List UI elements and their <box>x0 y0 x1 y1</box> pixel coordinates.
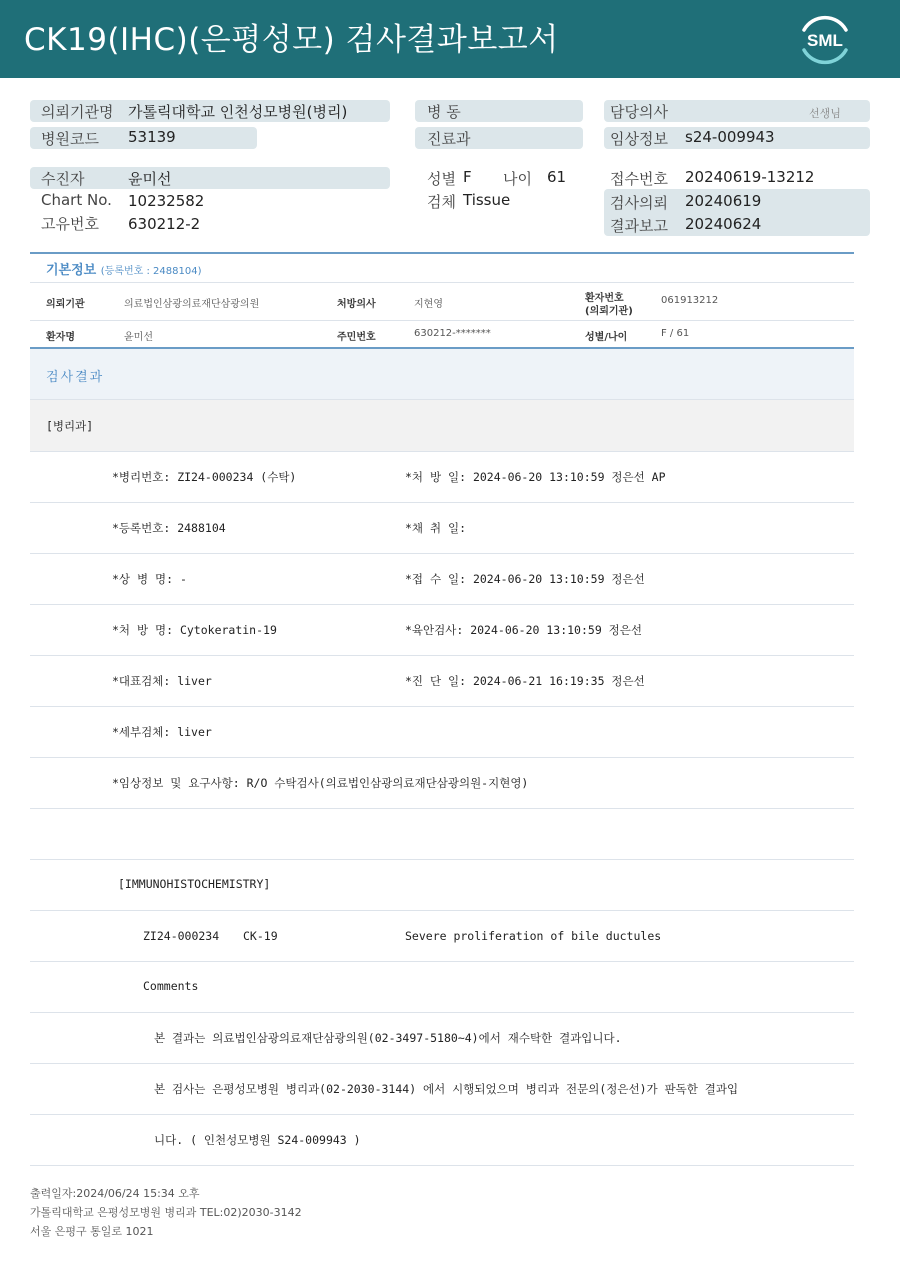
basic-reg-note: (등록번호 : 2488104) <box>100 266 202 277</box>
results-divider-4 <box>30 604 854 605</box>
name-label: 환자명 <box>46 332 75 343</box>
unique-no-value: 630212-2 <box>128 215 201 233</box>
results-header-band <box>30 349 854 399</box>
report-date-value: 20240624 <box>685 215 762 233</box>
department-label: 진료과 <box>427 130 471 148</box>
basic-divider-2 <box>30 320 854 321</box>
results-divider-10 <box>30 910 854 911</box>
result-row-1-left: *병리번호: ZI24-000234 (수탁) <box>112 470 297 484</box>
sex-label: 성별 <box>427 170 456 188</box>
results-divider-15 <box>30 1165 854 1166</box>
results-divider-13 <box>30 1063 854 1064</box>
results-divider-5 <box>30 655 854 656</box>
age-value: 61 <box>547 168 567 186</box>
result-row-6-left: *세부검체: liver <box>112 725 212 739</box>
unique-no-label: 고유번호 <box>41 215 99 233</box>
rrn-label: 주민번호 <box>337 332 376 343</box>
prescriber-label: 처방의사 <box>337 299 376 310</box>
request-date-label: 검사의뢰 <box>610 194 668 212</box>
results-divider-7 <box>30 757 854 758</box>
result-row-4-right: *육안검사: 2024-06-20 13:10:59 정은선 <box>405 623 643 637</box>
results-title: 검사결과 <box>46 370 105 385</box>
results-divider-6 <box>30 706 854 707</box>
ihc-header: [IMMUNOHISTOCHEMISTRY] <box>118 877 271 891</box>
rrn-value: 630212-******* <box>414 328 491 339</box>
result-row-2-right: *채 취 일: <box>405 521 467 535</box>
receipt-no-value: 20240619-13212 <box>685 168 815 186</box>
results-divider-12 <box>30 1012 854 1013</box>
result-row-3-left: *상 병 명: - <box>112 572 187 586</box>
comment-line-2: 본 검사는 은평성모병원 병리과(02-2030-3144) 에서 시행되었으며 병리과 전문의(정은선)가 판독한 결과입 <box>154 1082 739 1096</box>
request-date-value: 20240619 <box>685 192 762 210</box>
clinical-info-label: 임상정보 <box>610 130 668 148</box>
results-divider-1 <box>30 451 854 452</box>
name-value: 윤미선 <box>124 332 153 343</box>
chart-no-label: Chart No. <box>41 191 112 209</box>
report-date-label: 결과보고 <box>610 217 668 235</box>
patient-no-label-1: 환자번호 <box>585 293 624 304</box>
comment-line-1: 본 결과는 의료법인삼광의료재단삼광의원(02-3497-5180~4)에서 재수탁한 결과입니다. <box>154 1031 622 1045</box>
doctor-suffix: 선생님 <box>809 107 841 120</box>
ihc-id: ZI24-000234 <box>143 929 220 943</box>
comment-line-3: 니다. ( 인천성모병원 S24-009943 ) <box>154 1133 361 1147</box>
sexage-value: F / 61 <box>661 328 690 339</box>
patient-value: 윤미선 <box>128 170 172 188</box>
result-row-4-left: *처 방 명: Cytokeratin-19 <box>112 623 277 637</box>
result-row-3-right: *접 수 일: 2024-06-20 13:10:59 정은선 <box>405 572 645 586</box>
result-row-2-left: *등록번호: 2488104 <box>112 521 226 535</box>
result-row-5-left: *대표검체: liver <box>112 674 212 688</box>
sml-logo <box>796 12 854 66</box>
basic-divider-1 <box>30 282 854 283</box>
logo-text: SML <box>807 31 843 50</box>
report-title: CK19(IHC)(은평성모) 검사결과보고서 <box>24 22 559 58</box>
results-divider-11 <box>30 961 854 962</box>
basic-title-text: 기본정보 <box>46 263 97 278</box>
footer-hospital: 가톨릭대학교 은평성모병원 병리과 TEL:02)2030-3142 <box>30 1206 302 1219</box>
dept-band <box>30 400 854 451</box>
specimen-value: Tissue <box>463 191 511 209</box>
patient-no-label-2: (의뢰기관) <box>585 306 633 317</box>
sex-value: F <box>463 168 472 186</box>
clinical-note: *임상정보 및 요구사항: R/O 수탁검사(의료법인삼광의료재단삼광의원-지현영) <box>112 776 529 790</box>
footer-address: 서울 은평구 통일로 1021 <box>30 1225 154 1238</box>
patient-label: 수진자 <box>41 170 85 188</box>
comments-label: Comments <box>143 979 199 993</box>
dept-label: [병리과] <box>46 419 94 433</box>
chart-no-value: 10232582 <box>128 192 205 210</box>
result-row-1-right: *처 방 일: 2024-06-20 13:10:59 정은선 AP <box>405 470 666 484</box>
requesting-org-label: 의뢰기관명 <box>41 103 114 121</box>
ward-label: 병 동 <box>427 103 461 121</box>
hospital-code-value: 53139 <box>128 128 176 146</box>
receipt-no-label: 접수번호 <box>610 170 668 188</box>
hospital-code-label: 병원코드 <box>41 130 99 148</box>
results-divider-2 <box>30 502 854 503</box>
org-label: 의뢰기관 <box>46 299 85 310</box>
clinical-info-value: s24-009943 <box>685 128 775 146</box>
results-divider-3 <box>30 553 854 554</box>
ihc-result: Severe proliferation of bile ductules <box>405 929 662 943</box>
result-row-5-right: *진 단 일: 2024-06-21 16:19:35 정은선 <box>405 674 645 688</box>
doctor-label: 담당의사 <box>610 103 668 121</box>
report-header <box>0 0 900 78</box>
prescriber-value: 지현영 <box>414 299 443 310</box>
results-divider-9 <box>30 859 854 860</box>
footer-printed: 출력일자:2024/06/24 15:34 오후 <box>30 1187 200 1200</box>
requesting-org-value: 가톨릭대학교 인천성모병원(병리) <box>128 103 348 121</box>
specimen-label: 검체 <box>427 193 456 211</box>
sexage-label: 성별/나이 <box>585 332 628 343</box>
age-label: 나이 <box>503 170 532 188</box>
results-divider-8 <box>30 808 854 809</box>
results-divider-14 <box>30 1114 854 1115</box>
org-value: 의료법인삼광의료재단삼광의원 <box>124 299 260 310</box>
patient-no-value: 061913212 <box>661 295 719 306</box>
basic-top-line <box>30 252 854 254</box>
basic-title <box>46 259 201 278</box>
ihc-marker: CK-19 <box>243 929 278 943</box>
